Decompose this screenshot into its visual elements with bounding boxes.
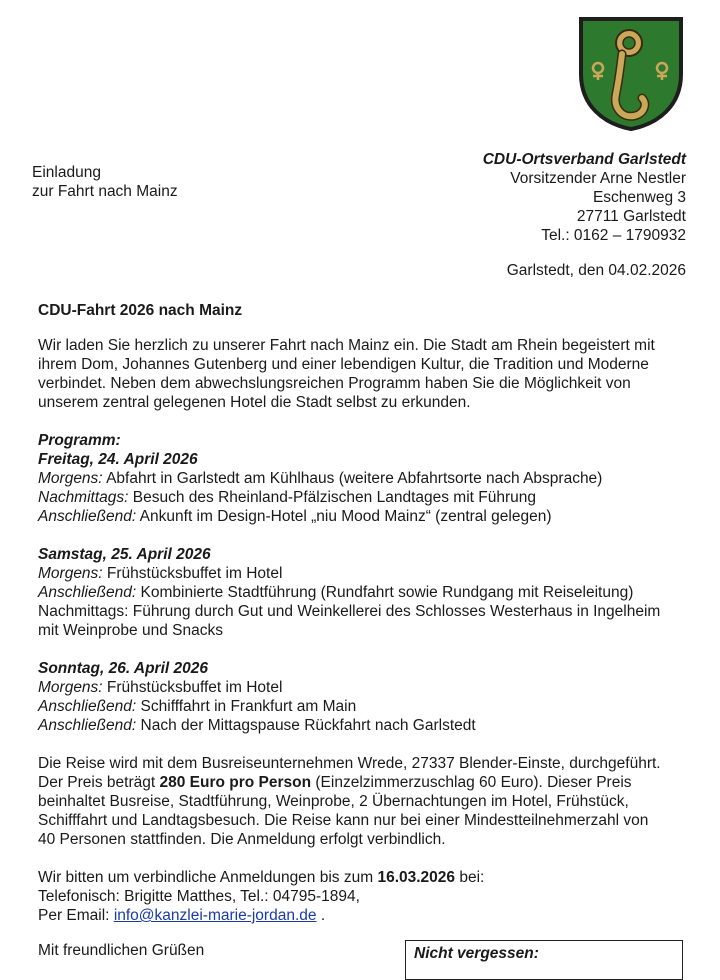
item-text: Nach der Mittagspause Rückfahrt nach Garlstedt	[136, 717, 476, 734]
letter-date: Garlstedt, den 04.02.2026	[506, 262, 686, 279]
travel-line	[38, 773, 688, 792]
item-label: Anschließend:	[38, 698, 137, 715]
program-item	[38, 697, 688, 716]
program-heading: Programm:	[38, 432, 121, 449]
invitation-line: zur Fahrt nach Mainz	[32, 183, 178, 200]
item-label: Anschließend:	[38, 584, 137, 601]
item-label: Morgens:	[38, 470, 103, 487]
item-text: Schifffahrt in Frankfurt am Main	[136, 698, 357, 715]
item-text: Ankunft im Design-Hotel „niu Mood Mainz“ (zentral gelegen)	[136, 508, 552, 525]
day-title: Freitag, 24. April 2026	[38, 451, 198, 468]
travel-line: beinhaltet Busreise, Stadtführung, Weinprobe, 2 Übernachtungen im Hotel, Frühstück,	[38, 793, 629, 810]
intro-line: verbindet. Neben dem abwechslungsreichen Programm haben Sie die Möglichkeit von	[38, 375, 631, 392]
day-title: Sonntag, 26. April 2026	[38, 660, 208, 677]
program-item	[38, 564, 688, 583]
item-label: Morgens:	[38, 679, 103, 696]
program-item	[38, 488, 688, 507]
registration-pre: Wir bitten um verbindliche Anmeldungen bis zum	[38, 869, 378, 886]
travel-line: 40 Personen stattfinden. Die Anmeldung erfolgt verbindlich.	[38, 831, 446, 848]
sender-line: Tel.: 0162 – 1790932	[541, 227, 686, 244]
email-pre: Per Email:	[38, 907, 114, 924]
registration-line	[38, 868, 688, 887]
item-text: Frühstücksbuffet im Hotel	[102, 679, 283, 696]
travel-line: Die Reise wird mit dem Busreiseunternehmen Wrede, 27337 Blender-Einste, durchgeführt.	[38, 755, 661, 772]
closing: Mit freundlichen Grüßen	[38, 942, 205, 959]
intro-line: Wir laden Sie herzlich zu unserer Fahrt nach Mainz ein. Die Stadt am Rhein begeistert mit	[38, 337, 655, 354]
reminder-title: Nicht vergessen:	[414, 945, 539, 962]
program-item	[38, 716, 688, 735]
email-post: .	[316, 907, 326, 924]
coat-of-arms-icon	[578, 16, 684, 132]
price: 280 Euro pro Person	[159, 774, 312, 791]
item-label: Morgens:	[38, 565, 103, 582]
letter-title: CDU-Fahrt 2026 nach Mainz	[38, 302, 243, 319]
program-item	[38, 507, 688, 526]
registration-phone: Telefonisch: Brigitte Matthes, Tel.: 04795-1894,	[38, 888, 360, 905]
email-link[interactable]: info@kanzlei-marie-jordan.de	[113, 907, 317, 924]
day-title: Samstag, 25. April 2026	[38, 546, 211, 563]
registration-post: bei:	[455, 869, 485, 886]
item-text: Kombinierte Stadtführung (Rundfahrt sowie Rundgang mit Reiseleitung)	[136, 584, 634, 601]
program-item	[38, 602, 688, 621]
price-pre: Der Preis beträgt	[38, 774, 160, 791]
letter-body	[38, 336, 688, 925]
reminder-box	[405, 940, 683, 980]
sender-line: Eschenweg 3	[592, 189, 686, 206]
item-text: Frühstücksbuffet im Hotel	[102, 565, 283, 582]
item-text: Nachmittags: Führung durch Gut und Weinkellerei des Schlosses Westerhaus in Ingelheim	[38, 603, 661, 620]
sender-line: 27711 Garlstedt	[576, 208, 686, 225]
coat-of-arms	[578, 16, 684, 132]
item-label: Anschließend:	[38, 508, 137, 525]
sender-block	[306, 150, 686, 245]
item-label: Nachmittags:	[38, 489, 129, 506]
sender-line: Vorsitzender Arne Nestler	[510, 170, 686, 187]
registration-deadline: 16.03.2026	[377, 869, 456, 886]
item-text: Abfahrt in Garlstedt am Kühlhaus (weitere Abfahrtsorte nach Absprache)	[102, 470, 603, 487]
organization-name: CDU-Ortsverband Garlstedt	[482, 151, 686, 168]
travel-line: Schifffahrt und Landtagsbesuch. Die Reise kann nur bei einer Mindestteilnehmerzahl von	[38, 812, 649, 829]
price-post: (Einzelzimmerzuschlag 60 Euro). Dieser Preis	[311, 774, 632, 791]
intro-line: unserem zentral gelegenen Hotel die Stadt selbst zu erkunden.	[38, 394, 471, 411]
program-item	[38, 621, 688, 640]
program-item	[38, 583, 688, 602]
item-text: Besuch des Rheinland-Pfälzischen Landtages mit Führung	[128, 489, 537, 506]
program-item	[38, 469, 688, 488]
invitation-label	[32, 163, 292, 201]
registration-email-line	[38, 906, 688, 925]
intro-line: ihrem Dom, Johannes Gutenberg und einer lebendigen Kultur, die Tradition und Moderne	[38, 356, 649, 373]
item-label: Anschließend:	[38, 717, 137, 734]
invitation-line: Einladung	[32, 164, 101, 181]
item-text: mit Weinprobe und Snacks	[38, 622, 223, 639]
program-item	[38, 678, 688, 697]
